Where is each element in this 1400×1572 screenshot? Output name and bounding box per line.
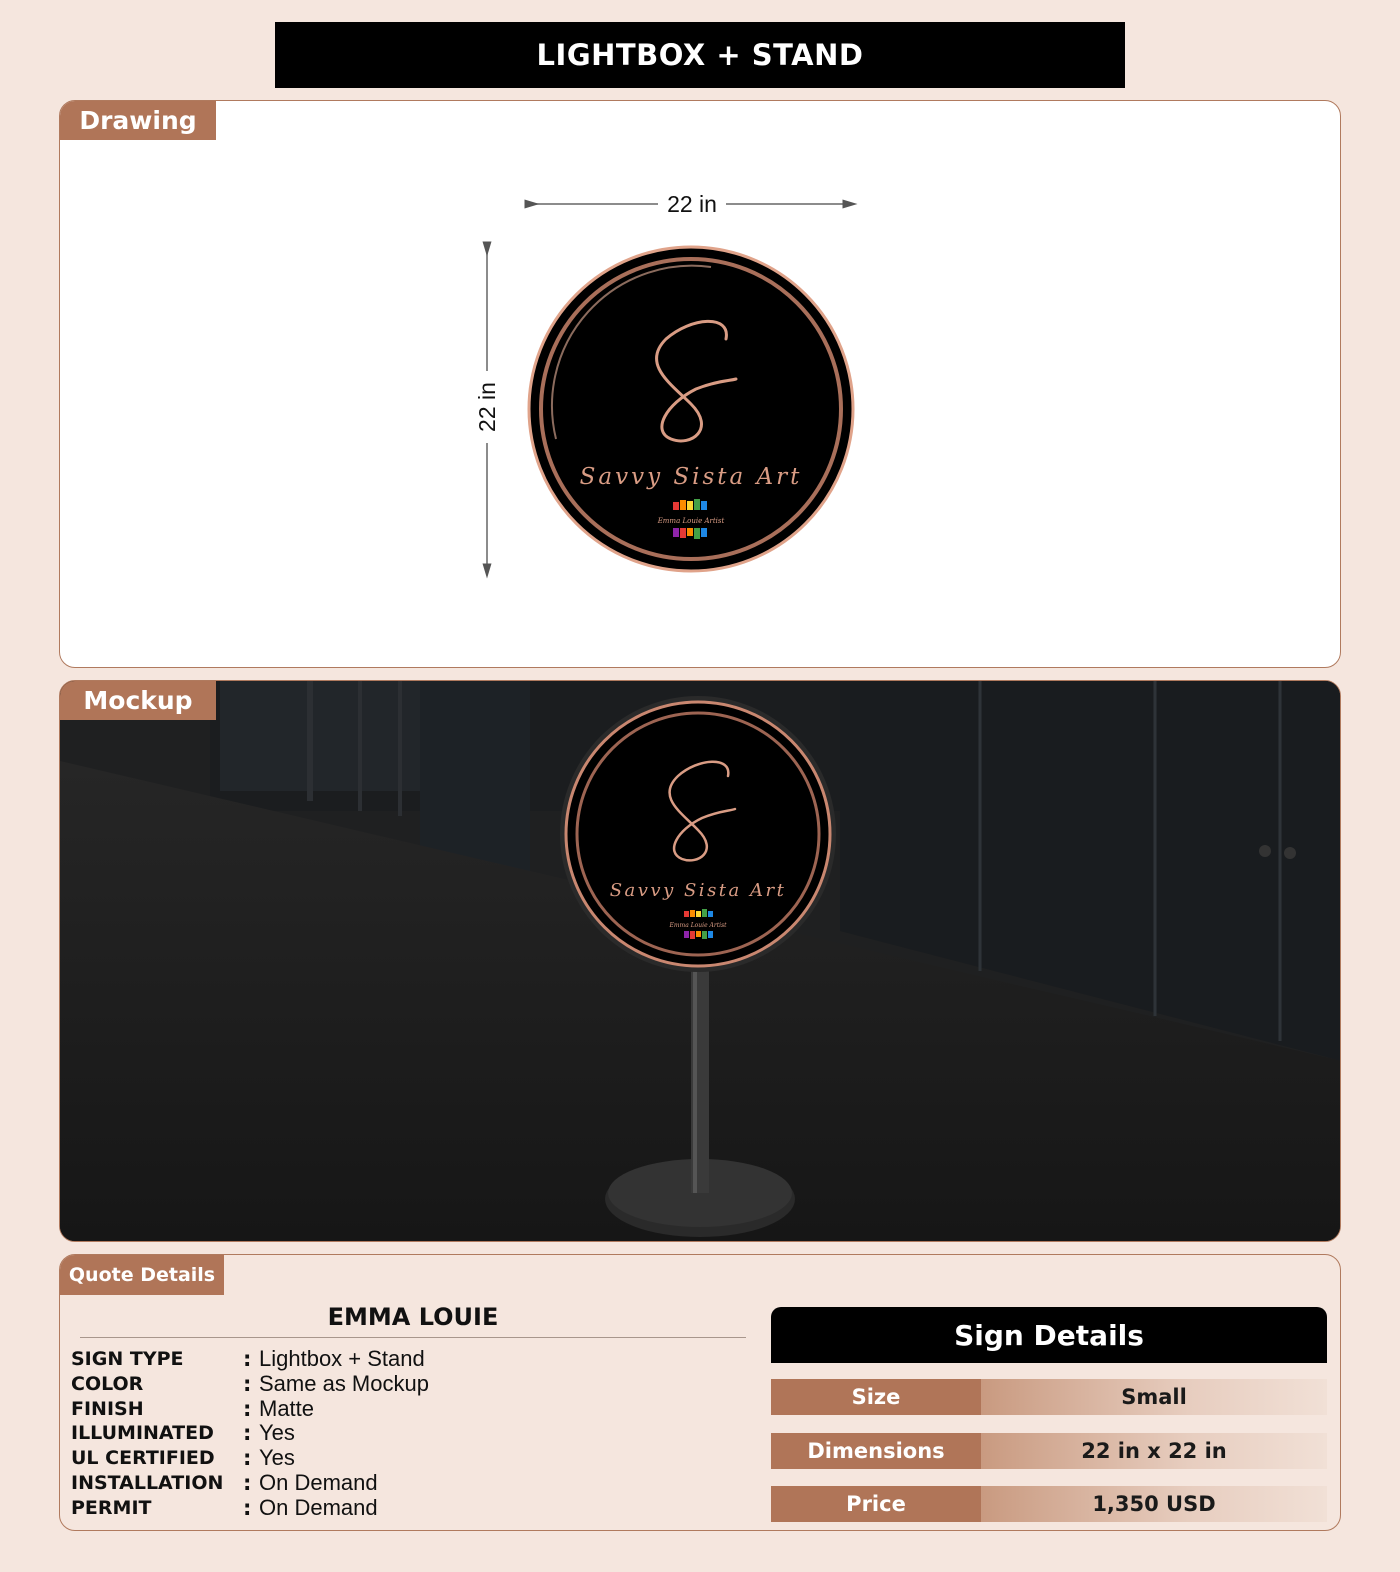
logo-brand-text: Savvy Sista Art (579, 464, 803, 490)
spec-separator: : (243, 1495, 252, 1520)
sign-detail-value: 22 in x 22 in (981, 1433, 1327, 1469)
spec-separator: : (243, 1470, 252, 1495)
mockup-tab: Mockup (60, 681, 216, 720)
logo-sub-text: Emma Louie Artist (669, 922, 727, 929)
quote-tab: Quote Details (60, 1255, 224, 1295)
customer-name: EMMA LOUIE (80, 1303, 746, 1338)
spec-key: PERMIT (71, 1496, 152, 1519)
sign-detail-label: Price (771, 1486, 981, 1522)
width-dimension (532, 191, 850, 217)
spec-value: On Demand (259, 1469, 378, 1495)
spec-separator: : (243, 1421, 252, 1446)
mockup-panel (59, 680, 1341, 1242)
spec-key: ILLUMINATED (71, 1422, 214, 1445)
spec-separator: : (243, 1347, 252, 1371)
page-title: LIGHTBOX + STAND (275, 22, 1125, 88)
spec-separator: : (243, 1371, 252, 1396)
drawing-canvas (60, 101, 1341, 668)
sign-detail-row-price (771, 1486, 1327, 1522)
spec-key: SIGN TYPE (71, 1348, 184, 1370)
sign-detail-row-size (771, 1379, 1327, 1415)
spec-separator: : (243, 1396, 252, 1421)
spec-row-illuminated (71, 1421, 429, 1446)
spec-value: Lightbox + Stand (259, 1346, 425, 1371)
spec-key: FINISH (71, 1397, 144, 1420)
spec-value: Yes (259, 1420, 295, 1446)
logo-brand-text: Savvy Sista Art (609, 880, 787, 901)
spec-key: UL CERTIFIED (71, 1447, 215, 1470)
logo-sub-text: Emma Louie Artist (657, 517, 725, 525)
sign-detail-row-dimensions (771, 1433, 1327, 1469)
spec-separator: : (243, 1446, 252, 1471)
spec-value: On Demand (259, 1494, 378, 1520)
sign-details-title: Sign Details (771, 1307, 1327, 1363)
drawing-panel (59, 100, 1341, 668)
sign-detail-value: 1,350 USD (981, 1486, 1327, 1522)
spec-value: Yes (259, 1445, 295, 1471)
spec-key: COLOR (71, 1372, 144, 1395)
sign-detail-label: Dimensions (771, 1433, 981, 1469)
lightbox-sign (560, 696, 836, 972)
width-label: 22 in (667, 191, 717, 217)
spec-row-installation (71, 1471, 429, 1496)
spec-row-color (71, 1372, 429, 1397)
height-dimension (474, 249, 500, 571)
sign-detail-value: Small (981, 1379, 1327, 1415)
spec-value: Matte (259, 1395, 315, 1421)
quote-panel (59, 1254, 1341, 1531)
sign-detail-label: Size (771, 1379, 981, 1415)
spec-key: INSTALLATION (71, 1471, 224, 1494)
spec-row-finish (71, 1397, 429, 1422)
spec-row-permit (71, 1496, 429, 1521)
sign-logo (529, 247, 853, 571)
height-label: 22 in (474, 382, 500, 432)
spec-list (71, 1347, 429, 1521)
spec-value: Same as Mockup (259, 1370, 429, 1396)
spec-row-ul-certified (71, 1446, 429, 1471)
spec-row-sign-type (71, 1347, 429, 1372)
drawing-tab: Drawing (60, 101, 216, 140)
mockup-scene (60, 681, 1340, 1241)
